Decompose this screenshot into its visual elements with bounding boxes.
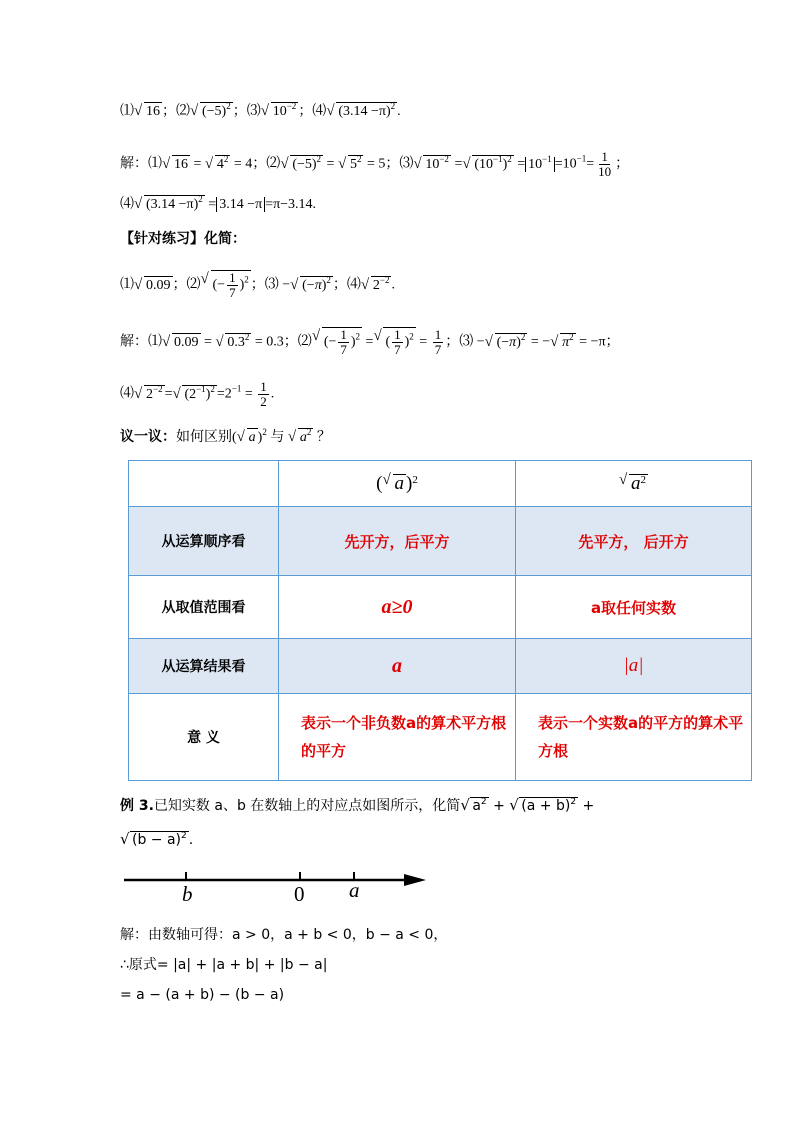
cell-right: 表示一个实数a的平方的算术平方根 <box>516 694 752 781</box>
number-line <box>120 864 440 913</box>
discussion-and: 与 <box>270 429 285 445</box>
radical: √ $10^{-2}$ <box>414 155 451 175</box>
fraction: $\frac{1}{2}$ <box>260 379 267 409</box>
cell-left: 表示一个非负数a的算术平方根的平方 <box>279 694 516 781</box>
item-label: ；⑶ <box>232 104 261 119</box>
solution3-line3: = a − (a + b) − (b − a) <box>120 987 285 1003</box>
cell-right: a取任何实数 <box>516 576 752 639</box>
fraction: $\frac{1}{10}$ <box>598 149 612 179</box>
solution-prefix: 解：⑴ <box>120 333 162 350</box>
radical: √ $(-5)^2$ <box>191 102 233 122</box>
practice-solution-4: ⑷√ $2^{-2}$ =√ $(2^{-1})^2 =2^{-1}$ = $\frac{1}{2}$ . <box>120 380 274 409</box>
radical: √ $(10^{-1})^2$ <box>463 155 513 175</box>
practice-heading: 【针对练习】化简： <box>120 231 246 247</box>
equation-text: =π−3.14. <box>265 197 317 212</box>
plus-sign: + <box>582 798 595 814</box>
radical: √ 0.09 <box>163 333 201 353</box>
table-row <box>129 507 752 576</box>
end-mark: . <box>188 832 194 848</box>
end-mark: . <box>270 386 275 402</box>
cell-left: 先开方，后平方 <box>279 507 516 576</box>
discussion-text: 如何区别 <box>176 429 232 445</box>
table-row <box>129 639 752 694</box>
practice-question <box>120 270 395 300</box>
table-row <box>129 576 752 639</box>
row-label: 从运算结果看 <box>129 639 279 694</box>
equation-text: = 5；⑶ <box>366 156 414 172</box>
table-corner-cell <box>129 461 279 507</box>
problem1-solution-4: ⑷√ $(3.14 -\pi)^2 = 3.14 -\pi =\pi-3.14$. <box>120 195 316 215</box>
solution3-line1: 解：由数轴可得：a > 0，a + b < 0，b − a < 0， <box>120 927 448 943</box>
example3-cont: √ $(b - a)^2$ . <box>120 830 193 850</box>
radical: √ $(-\pi)^2$ <box>486 333 528 353</box>
radical: √ 16 <box>163 155 190 175</box>
label-b: b <box>182 882 193 906</box>
radical: √ (− $\frac{1}{7}$ )$^2$ <box>202 270 251 300</box>
radical: √ $0.3^2$ <box>216 333 251 353</box>
radical: √ $(3.14 -\pi)^2$ <box>135 195 205 215</box>
cell-right: |a| <box>516 639 752 694</box>
example-text: 已知实数 a、b 在数轴上的对应点如图所示，化简 <box>153 798 461 814</box>
radical: √ $\pi^2$ <box>551 333 576 353</box>
discussion-label: 议一议： <box>120 429 176 445</box>
example3: 例 3.已知实数 a、b 在数轴上的对应点如图所示，化简√ $a^2$ + √ $(a + b)^2$ + <box>120 796 594 816</box>
item-label: ⑷ <box>120 197 134 212</box>
problem1-question <box>120 102 401 122</box>
problem1-solution: 解：⑴√ 16 = √ $4^2 = 4$；⑵√ $(-5)^2$ = √ $5^2 = 5$；⑶√ $10^{-2}$ =√ $(10^{-1})^2 = 10^{-1} =10^{-1}=$ $\frac{1}{10}$ ； <box>120 150 629 179</box>
label-a: a <box>349 878 360 902</box>
radical: √ $10^{-2}$ <box>262 102 299 122</box>
end-mark: . <box>397 104 401 119</box>
item-label: ；⑶ − <box>250 277 291 293</box>
radical: √ $(3.14 -\pi)^2$ <box>327 102 397 122</box>
comparison-table <box>128 460 752 781</box>
row-label: 从取值范围看 <box>129 576 279 639</box>
equation-text: = 4；⑵ <box>233 156 281 172</box>
solution3-line2: ∴原式= |a| + |a + b| + |b − a| <box>120 957 328 973</box>
radical: √ ( $\frac{1}{7}$ )$^2$ <box>374 327 415 357</box>
radical: √ $2^{-2}$ <box>362 276 392 296</box>
equation-text: =2 <box>216 386 232 402</box>
radical: √ 0.09 <box>135 276 173 296</box>
cell-right: 先平方， 后开方 <box>516 507 752 576</box>
row-label: 从运算顺序看 <box>129 507 279 576</box>
cell-left: a <box>279 639 516 694</box>
radical: √ (− $\frac{1}{7}$ )$^2$ <box>313 327 362 357</box>
solution-prefix: 解：⑴ <box>120 155 162 172</box>
axis-arrow <box>404 874 426 886</box>
radical: √ $(-5)^2$ <box>281 155 323 175</box>
fraction: $\frac{1}{7}$ <box>434 327 442 357</box>
discussion: 议一议：如何区别(√ a )$^2$ 与 √ $a^2$ ？ <box>120 427 331 448</box>
equation-text: = −π； <box>579 334 620 350</box>
example-label: 例 3. <box>120 798 154 814</box>
item-label: ⑴ <box>120 277 134 293</box>
radical: √ $2^{-2}$ <box>135 385 165 405</box>
equation-text: = 0.3；⑵ <box>254 334 312 350</box>
item-label: ⑷ <box>120 386 134 402</box>
radical: √ 16 <box>135 102 162 122</box>
row-label: 意 义 <box>129 694 279 781</box>
radical: √ $(-\pi)^2$ <box>291 276 333 296</box>
item-label: ；⑷ <box>298 104 327 119</box>
radical: √ $4^2$ <box>206 155 231 175</box>
item-label: ⑴ <box>120 104 134 119</box>
radical: √ $(2^{-1})^2$ <box>173 385 216 405</box>
number-line-svg <box>120 864 440 908</box>
radical: √ $5^2$ <box>339 155 364 175</box>
semicolon: ； <box>615 156 630 172</box>
table-header-row <box>129 461 752 507</box>
label-0: 0 <box>294 882 305 906</box>
item-label: ；⑵ <box>172 277 201 293</box>
end-mark: . <box>391 277 395 293</box>
item-label: ；⑷ <box>332 277 361 293</box>
discussion-q: ？ <box>316 429 331 445</box>
cell-left: a≥0 <box>279 576 516 639</box>
table-header-right: √ $a^2$ <box>516 461 752 507</box>
equation-text: ；⑶ − <box>445 334 485 350</box>
table-row <box>129 694 752 781</box>
practice-solution: 解：⑴√ 0.09 = √ $0.3^2 = 0.3$；⑵√ (− $\frac{1}{7}$ )$^2$ =√ ( $\frac{1}{7}$ )$^2$ = $\frac{1}{7}$ ；⑶ −√ $(-\pi)^2$ = −√ $\pi^2 = -\pi$； <box>120 327 620 357</box>
table-header-left: (√ a )$^2$ <box>279 461 516 507</box>
item-label: ；⑵ <box>162 104 190 119</box>
